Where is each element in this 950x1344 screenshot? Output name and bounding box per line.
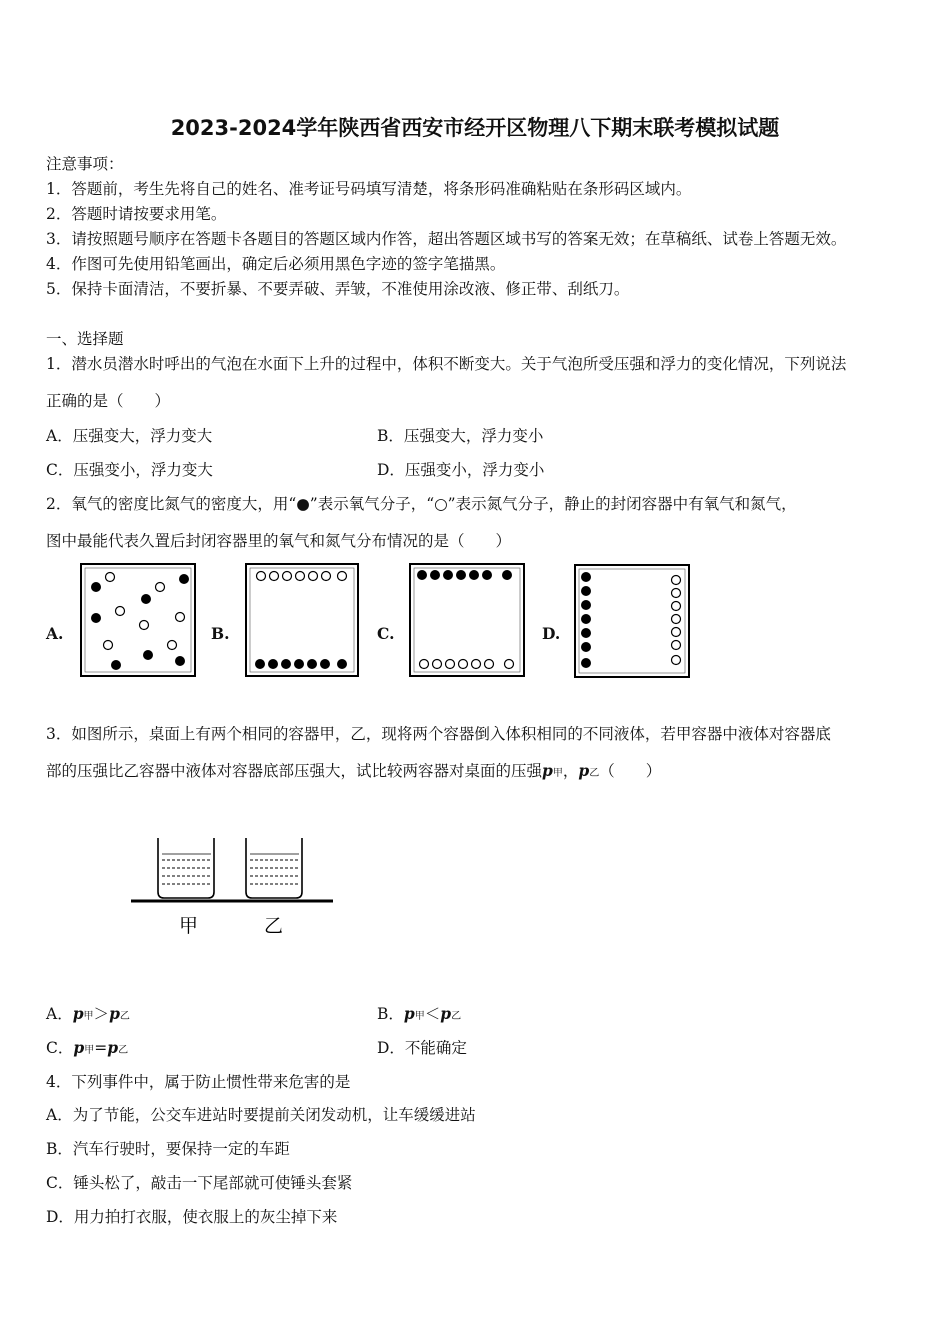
nitrogen-molecule xyxy=(156,583,165,592)
comma: ， xyxy=(562,762,579,780)
p-symbol: p xyxy=(542,761,553,780)
q3-stem-line2 xyxy=(46,759,661,781)
notice-item: 4．作图可先使用铅笔画出，确定后必须用黑色字迹的签字笔描黑。 xyxy=(46,255,506,273)
subscript-jia: 甲 xyxy=(552,768,563,779)
nitrogen-molecule xyxy=(116,607,125,616)
q2-figure-b xyxy=(245,563,360,679)
q3-option-b[interactable]: B．p甲＜p乙 xyxy=(377,1004,462,1023)
q2-option-c-label[interactable]: C. xyxy=(377,624,395,643)
q2-option-b-label[interactable]: B. xyxy=(211,624,230,643)
nitrogen-molecule xyxy=(176,613,185,622)
oxygen-molecule xyxy=(143,650,153,660)
oxygen-molecule xyxy=(91,613,101,623)
q4-option-c[interactable]: C．锤头松了，敲击一下尾部就可使锤头套紧 xyxy=(46,1174,353,1192)
nitrogen-molecule xyxy=(104,641,113,650)
q4-option-a[interactable]: A．为了节能，公交车进站时要提前关闭发动机，让车缓缓进站 xyxy=(46,1106,476,1124)
q3-stem-line1: 3．如图所示，桌面上有两个相同的容器甲，乙，现将两个容器倒入体积相同的不同液体，若甲容器中液体对容器底 xyxy=(46,725,831,743)
oxygen-row-top xyxy=(417,570,512,580)
q3-option-a[interactable]: A．p甲＞p乙 xyxy=(46,1004,130,1023)
q4-stem: 4．下列事件中，属于防止惯性带来危害的是 xyxy=(46,1073,351,1091)
section-heading: 一、选择题 xyxy=(46,330,124,348)
q1-stem-line2: 正确的是（ ） xyxy=(46,392,171,410)
notice-item: 1．答题前，考生先将自己的姓名、准考证号码填写清楚，将条形码准确粘贴在条形码区域内。 xyxy=(46,180,692,198)
p-symbol: p xyxy=(578,761,590,780)
oxygen-molecule xyxy=(111,660,121,670)
q2-figure-a xyxy=(80,563,198,679)
q3-figure-containers xyxy=(125,830,340,940)
label-yi: 乙 xyxy=(264,915,284,937)
q4-option-b[interactable]: B．汽车行驶时，要保持一定的车距 xyxy=(46,1140,290,1158)
container-yi xyxy=(246,838,302,898)
notice-item: 3．请按照题号顺序在答题卡各题目的答题区域内作答，超出答题区域书写的答案无效；在草稿纸、试卷上答题无效。 xyxy=(46,230,847,248)
oxygen-molecule xyxy=(175,656,185,666)
oxygen-molecule xyxy=(179,574,189,584)
q1-option-c[interactable]: C．压强变小，浮力变大 xyxy=(46,461,213,479)
container-jia xyxy=(158,838,214,898)
notice-heading: 注意事项： xyxy=(46,155,124,173)
q2-stem-line1: 2．氧气的密度比氮气的密度大，用“●”表示氧气分子，“○”表示氮气分子，静止的封闭容器中有氧气和氮气， xyxy=(46,495,797,513)
nitrogen-molecule xyxy=(168,641,177,650)
oxygen-column-left xyxy=(581,572,591,668)
q2-figure-d xyxy=(574,564,691,680)
q3-option-c[interactable]: C．p甲=p乙 xyxy=(46,1038,129,1057)
answer-paren: （ ） xyxy=(599,762,662,780)
q1-option-a[interactable]: A．压强变大，浮力变大 xyxy=(46,427,213,445)
nitrogen-row-bottom xyxy=(420,660,514,669)
oxygen-molecule xyxy=(141,594,151,604)
q2-figure-c xyxy=(409,563,526,679)
notice-item: 5．保持卡面清洁，不要折暴、不要弄破、弄皱，不准使用涂改液、修正带、刮纸刀。 xyxy=(46,280,630,298)
q3-stem-text: 部的压强比乙容器中液体对容器底部压强大，试比较两容器对桌面的压强 xyxy=(46,762,543,780)
q1-stem-line1: 1．潜水员潜水时呼出的气泡在水面下上升的过程中，体积不断变大。关于气泡所受压强和浮力的变化情况，下列说法 xyxy=(46,355,847,373)
q4-option-d[interactable]: D．用力拍打衣服，使衣服上的灰尘掉下来 xyxy=(46,1208,338,1226)
nitrogen-molecule xyxy=(140,621,149,630)
q2-option-a-label[interactable]: A. xyxy=(46,624,64,643)
exam-title: 2023-2024学年陕西省西安市经开区物理八下期末联考模拟试题 xyxy=(170,116,780,140)
q2-option-d-label[interactable]: D. xyxy=(542,624,561,643)
nitrogen-column-right xyxy=(672,576,681,665)
label-jia: 甲 xyxy=(179,915,199,937)
subscript-yi: 乙 xyxy=(589,768,600,779)
q2-stem-line2: 图中最能代表久置后封闭容器里的氧气和氮气分布情况的是（ ） xyxy=(46,532,512,550)
notice-item: 2．答题时请按要求用笔。 xyxy=(46,205,227,223)
oxygen-row-bottom xyxy=(255,659,347,669)
q1-option-d[interactable]: D．压强变小，浮力变小 xyxy=(377,461,545,479)
oxygen-molecule xyxy=(91,582,101,592)
q1-option-b[interactable]: B．压强变大，浮力变小 xyxy=(377,427,544,445)
nitrogen-row-top xyxy=(257,572,347,581)
q3-option-d[interactable]: D．不能确定 xyxy=(377,1039,467,1057)
nitrogen-molecule xyxy=(106,573,115,582)
